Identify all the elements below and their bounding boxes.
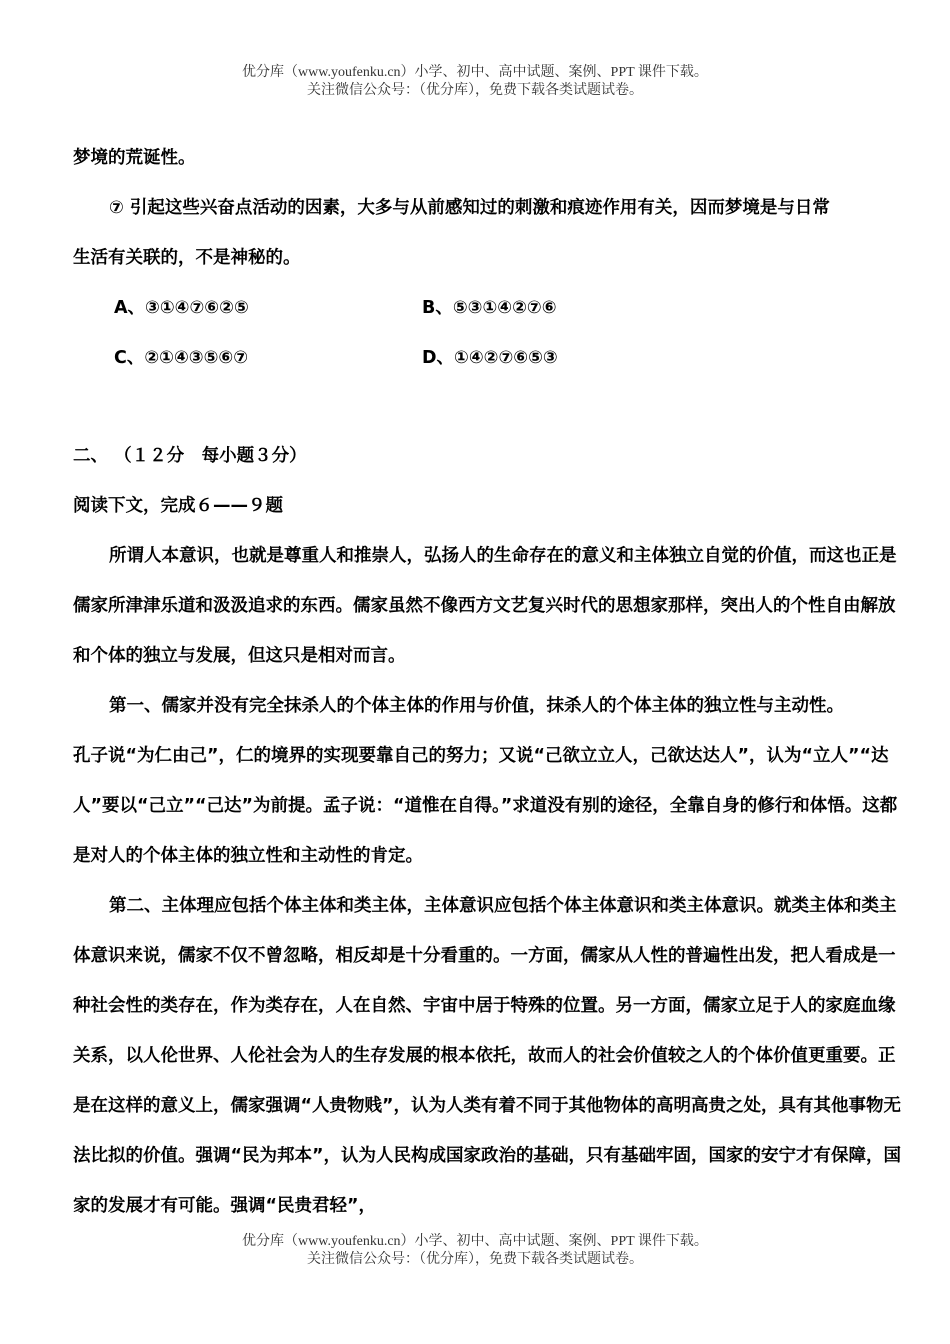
passage-paragraph-1: 所谓人本意识，也就是尊重人和推崇人，弘扬人的生命存在的意义和主体独立自觉的价值，而这也正是儒家所津津乐道和汲汲追求的东西。儒家虽然不像西方文艺复兴时代的思想家那样，突出人的个性自由解放和个体的独立与发展，但这只是相对而言。 xyxy=(73,546,897,666)
page-header xyxy=(0,64,950,100)
options-row-2 xyxy=(73,333,909,383)
header-line-1: 优分库（www.youfenku.cn）小学、初中、高中试题、案例、PPT 课件下载。 xyxy=(242,65,708,80)
passage-paragraph-3: 第二、主体理应包括个体主体和类主体，主体意识应包括个体主体意识和类主体意识。就类主体和类主体意识来说，儒家不仅不曾忽略，相反却是十分看重的。一方面，儒家从人性的普遍性出发，把人看成是一种社会性的类存在，作为类存在，人在自然、宇宙中居于特殊的位置。另一方面，儒家立足于人的家庭血缘关系，以人伦世界、人伦社会为人的生存发展的根本依托，故而人的社会价值较之人的个体价值更重要。正是在这样的意义上，儒家强调“人贵物贱”，认为人类有着不同于其他物体的高明高贵之处，具有其他事物无法比拟的价值。强调“民为邦本”，认为人民构成国家政治的基础，只有基础牢固，国家的安宁才有保障，国家的发展才有可能。强调“民贵君轻”， xyxy=(73,896,901,1216)
passage-paragraph-2-first-line: 第一、儒家并没有完全抹杀人的个体主体的作用与价值，抹杀人的个体主体的独立性与主动性。 xyxy=(109,696,844,716)
footer-line-1: 优分库（www.youfenku.cn）小学、初中、高中试题、案例、PPT 课件下载。 xyxy=(242,1234,708,1249)
passage-paragraph-2-rest: 孔子说“为仁由己”，仁的境界的实现要靠自己的努力；又说“己欲立立人，己欲达达人”，认为“立人”“达人”要以“己立”“己达”为前提。孟子说：“道惟在自得。”求道没有别的途径，全靠自身的修行和体悟。这都是对人的个体主体的独立性和主动性的肯定。 xyxy=(73,746,898,866)
options-row-1 xyxy=(73,283,909,333)
section-instruction: 阅读下文，完成６——９题 xyxy=(73,496,283,516)
footer-line-2: 关注微信公众号：（优分库），免费下载各类试题试卷。 xyxy=(307,1252,643,1267)
option-c: C、②①④③⑤⑥⑦ xyxy=(114,348,249,368)
continued-text: 梦境的荒诞性。 xyxy=(73,148,196,168)
option-b: B、⑤③①④②⑦⑥ xyxy=(422,298,557,318)
item-7-line-2: 生活有关联的，不是神秘的。 xyxy=(73,248,301,268)
page-footer xyxy=(0,1233,950,1269)
document-body xyxy=(73,133,909,1231)
spacer xyxy=(73,383,909,431)
item-7-line-1: ⑦ 引起这些兴奋点活动的因素，大多与从前感知过的刺激和痕迹作用有关，因而梦境是与日常 xyxy=(109,198,830,218)
option-a: A、③①④⑦⑥②⑤ xyxy=(114,298,249,318)
header-line-2: 关注微信公众号：（优分库），免费下载各类试题试卷。 xyxy=(307,83,643,98)
section-heading: 二、 （１２分 每小题３分） xyxy=(73,446,307,466)
option-d: D、①④②⑦⑥⑤③ xyxy=(422,348,558,368)
